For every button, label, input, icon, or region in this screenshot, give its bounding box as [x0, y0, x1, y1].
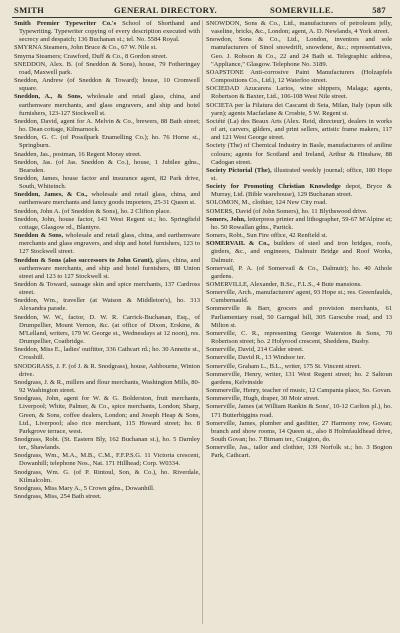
entry-text: SNOWDON, Sons & Co., Ltd., manufacturers of petroleum jelly, vaseline, bricks, &c., London; agent, A. D. Newlands, 4 York street. — [206, 20, 392, 36]
directory-entry — [206, 354, 392, 362]
entry-heading: Society for Promoting Christian Knowledge — [206, 183, 341, 191]
directory-entry — [14, 452, 200, 468]
entry-text: Sommerville & Barr, grocers and provision merchants, 61 Parliamentary road, 50 Garngad hill, 305 Garscube road, and 13 Milton st. — [206, 305, 392, 329]
entry-text: Sneddon, Wm., traveller (at Watson & Middleton's), ho. 313 Alexandra parade. — [14, 297, 200, 313]
entry-heading: Smith Premier Typewriter Co.'s — [14, 20, 117, 27]
entry-text: Somerville, C. R., representing George Waterston & Sons, 70 Robertson street; ho. 2 Holyrood crescent, Sheddens, Busby. — [206, 329, 392, 346]
directory-entry — [14, 469, 200, 485]
directory-entry — [206, 167, 392, 183]
directory-entry — [206, 142, 392, 166]
entry-text: Snodgrass, John, agent for W. & G. Bolderston, fruit merchants, Liverpool; White, Palmer, & Co., spice merchants, London; Sharp, Green, & Sons, coffee dealers, London; and Joseph Heap & Sons, Ltd., Liverpool; also rice merchant, 115 Howard street; ho. 8 Parkgrove terrace, west. — [14, 395, 200, 435]
directory-entry — [14, 208, 200, 216]
entry-text: Snodgrass, Wm., M.A., M.B., C.M., F.F.P.S.G. 11 Victoria crescent, Dowanhill; telephone Nos., Nat. 171 Hillhead; Corp. W0334. — [14, 452, 200, 468]
directory-entry — [206, 281, 392, 289]
directory-entry — [14, 53, 200, 61]
entry-text: Somerville, Arch., manufacturers' agent, 93 Hope st.; res. Greenfaulds, Cumbernauld. — [206, 289, 392, 305]
directory-entry — [206, 216, 392, 232]
entry-text: Sneddon, Jas. (of Jas. Sneddon & Co.), house, 1 Jubilee gdns., Bearsden. — [14, 158, 200, 174]
entry-text: builders of steel and iron bridges, roofs, girders, &c., and engineers, Dalmuir Bridge and Roof Works, Dalmuir. — [211, 240, 392, 264]
entry-text: SMYRNA Steamers, John Bruce & Co., 67 W. Nile st. — [14, 44, 157, 52]
directory-entry — [206, 69, 392, 85]
directory-entry — [14, 159, 200, 175]
entry-text: Sneddon, G. C. (of Possilpark Enamelling Co.); ho. 76 Horne st., Springburn. — [14, 134, 200, 150]
header-left: SMITH — [14, 5, 45, 15]
entry-text: wholesale and retail glass, china, and earthenware merchants and fancy goods importers, 25-31 Queen st. — [19, 191, 200, 207]
entry-text: Somerville, David, 214 Calder street. — [206, 346, 304, 354]
directory-entry — [14, 175, 200, 191]
directory-entry — [14, 77, 200, 93]
header-right: SOMERVILLE. — [270, 5, 334, 15]
entry-heading: Sneddon, A., & Sons, — [14, 93, 83, 101]
directory-entry — [14, 346, 200, 362]
directory-entry — [206, 36, 392, 69]
entry-heading: Sneddon & Sons, — [14, 232, 64, 240]
entry-text: Snodgrass, Miss Mary A., 5 Crown gdns., Dowanhill. — [14, 484, 155, 492]
directory-entry — [206, 118, 392, 142]
entry-text: Sneddon, David, agent for A. Melvin & Co., brewers, 88 Bath street; ho. Dean cottage, Kilmarnock. — [14, 117, 200, 134]
entry-text: wholesale and retail glass, china, and earthenware merchants, and glass engravers, and ship and hotel furnishers, 123-127 Stockwell st. — [19, 93, 201, 117]
right-column — [206, 20, 392, 460]
entry-text: Snowdon, Sons & Co., Ltd., London, inventors and sole manufacturers of Sinol snowdrift, snowdene, &c.; representatives, Geo. J. Robson & Co., 22 and 24 Bath st. Telegraphic address, "Appliance," Glasgow. Telephone No. 3189. — [206, 36, 392, 68]
directory-entry — [14, 216, 200, 232]
entry-text: SNODGRASS, J. F. (of J. & R. Snodgrass), house, Ashbourne, Winton drive. — [14, 362, 200, 378]
entry-text: glass, china, and earthenware merchants, and ship and hotel furnishers, 88 Union street and 123 to 127 Stockwell st. — [19, 256, 200, 280]
directory-entry — [14, 485, 200, 493]
entry-text: Sommerville, Hugh, draper, 30 Moir street. — [206, 395, 320, 403]
entry-text: wholesale and retail glass, china, and earthenware merchants and glass engravers, and ship and hotel furnishers, 123 to 127 Stockwell street. — [19, 232, 200, 256]
entry-text: Society (The) of Chemical Industry in Basle, manufacturers of aniline colours; agents for Scotland and Ireland, Arthur & Hinshaw, 88 Cadogan street. — [206, 142, 392, 166]
entry-text: letterpress printer and lithographer, 59-67 M'Alpine st; ho. 50 Rowallan gdns., Partick. — [211, 215, 392, 231]
column-divider — [202, 20, 203, 624]
directory-entry — [14, 436, 200, 452]
entry-text: Sneddon, John, house factor, 143 West Regent st.; ho. Springfield cottage, Glasgow rd., Blantyre. — [14, 215, 200, 231]
directory-entry — [206, 371, 392, 387]
header-center: GENERAL DIRECTORY. — [114, 5, 217, 15]
entry-text: Snodgrass, Wm. G. (of P. Rintoul, Son, & Co.), ho. Riverdale, Kilmalcolm. — [14, 468, 200, 484]
directory-entry — [14, 257, 200, 281]
directory-entry — [206, 305, 392, 329]
directory-entry — [14, 151, 200, 159]
directory-entry — [206, 232, 392, 240]
entry-text: Sneddon, Andrew (of Sneddon & Toward); house, 10 Cromwell square. — [14, 77, 200, 93]
entry-text: Sneddon & Toward, sausage skin and spice merchants, 137 Cardross street. — [14, 281, 200, 297]
entry-text: Somerville, James, plumber and gasfitter, 27 Harmony row, Govan; branch and show rooms, 14 Queen st., also 8 Holmfauldhead drive, South Govan; ho. 7 Birnam ter., Craigton, do. — [206, 419, 392, 443]
directory-entry — [206, 330, 392, 346]
directory-entry — [14, 232, 200, 256]
directory-entry — [14, 297, 200, 313]
directory-entry — [14, 61, 200, 77]
directory-entry — [206, 346, 392, 354]
directory-entry — [14, 20, 200, 44]
entry-text: Sneddon, W. W., factor, D. W. R. Carrick-Buchanan, Esq., of Drumpellier, Mount Vernon, &c. (at office of Dixon, Erskine, & M'Lelland, writers, 179 W. George st., Wednesdays at 12 noon), res. Drumpellier, Coatbridge. — [14, 313, 200, 346]
directory-entry — [206, 208, 392, 216]
directory-entry — [206, 395, 392, 403]
entry-text: depot, Bryce & Murray, Ltd. (Bible warehouse), 129 Buchanan street. — [211, 183, 392, 199]
directory-entry — [14, 363, 200, 379]
entry-heading: Somers, John, — [206, 215, 246, 223]
directory-entry — [206, 403, 392, 419]
entry-text: SOLOMON, M., clothier, 124 New City road. — [206, 199, 328, 207]
entry-text: Smyrna Steamers; Crawford, Duff & Co., 8 Gordon street. — [14, 52, 168, 60]
entry-text: Sneddon, Miss E., ladies' outfitter, 336 Cathcart rd.; ho. 30 Annette st., Crosshill. — [14, 346, 200, 362]
directory-entry — [14, 493, 200, 501]
page-number: 587 — [372, 5, 386, 15]
directory-entry — [14, 44, 200, 52]
entry-heading: Society Pictorial (The), — [206, 166, 272, 174]
entry-text: SNEDDON, Alex. B. (of Sneddon & Sons), house, 79 Fotheringay road, Maxwell park. — [14, 60, 200, 76]
directory-entry — [14, 93, 200, 117]
entry-text: Somerville, James (at William Rankin & Sons', 10-12 Carlton pl.), ho. 171 Butterbiggins road. — [206, 403, 392, 419]
directory-entry — [14, 379, 200, 395]
directory-entry — [206, 289, 392, 305]
directory-entry — [206, 183, 392, 199]
entry-text: Sommerville, Henry, writer, 131 West Regent street; ho. 2 Saltoun gardens, Kelvinside — [206, 370, 392, 386]
entry-text: SOAPSTONE Anti-corrosive Paint Manufacturers (Holzapfels Compositions Co., Ltd.), 12 Waterloo street. — [206, 68, 392, 85]
directory-entry — [206, 20, 392, 36]
entry-text: Somerville, David R., 13 Windsor ter. — [206, 354, 306, 362]
entry-text: SOCIETA per la Filatura dei Cascami di Seta, Milan, Italy (spun silk yarn); agents Macfarlane & Crosbie, 5 W. Regent st. — [206, 101, 392, 117]
directory-entry — [14, 118, 200, 134]
entry-text: Snodgrass, J. & R., millers and flour merchants, Washington Mills, 80-92 Washington street. — [14, 378, 200, 395]
directory-entry — [206, 420, 392, 444]
directory-entry — [206, 102, 392, 118]
directory-entry — [206, 444, 392, 460]
entry-text: Somervail, P. A. (of Somervail & Co., Dalmuir); ho. 40 Athole gardens. — [206, 264, 392, 280]
entry-text: School of Shorthand and Typewriting. Typewriter copying of every description executed with secrecy and despatch; 136 Buchanan st.; tel. No. 5584 Royal. — [19, 20, 200, 44]
entry-text: Snadden, Jas., postman, 16 Regent Moray street. — [14, 150, 142, 158]
entry-heading: SOMERVAIL & Co., — [206, 240, 270, 248]
entry-text: Somerville, Graham L., B.L., writer, 175 St. Vincent street. — [206, 362, 362, 370]
entry-text: SOCIEDAD Azucarera Larios, wine shippers, Malaga; agents, Robertson & Baxter, Ltd., 106-108 West Nile street. — [206, 85, 392, 101]
entry-text: Somerville, Jas., tailor and clothier, 139 Norfolk st.; ho. 3 Bogton Park, Cathcart. — [206, 444, 392, 460]
directory-entry — [14, 314, 200, 347]
entry-heading: Sneddon, James, & Co., — [14, 191, 88, 199]
directory-entry — [206, 363, 392, 371]
directory-entry — [14, 191, 200, 207]
entry-text: SOMERVILLE, Alexander, B.Sc., F.L.S., 4 Bute mansions. — [206, 281, 362, 288]
entry-text: Sommerville, Henry, teacher of music, 12 Campania place, So. Govan. — [206, 387, 392, 395]
header-rule — [12, 17, 392, 18]
directory-entry — [14, 281, 200, 297]
entry-text: Somers, Robt., Sun Fire office, 42 Renfield st. — [206, 232, 328, 240]
entry-text: Sneddon, John A. (of Sneddon & Sons), ho. 2 Clifton place. — [14, 207, 171, 215]
entry-text: Snodgrass, Miss, 254 Bath street. — [14, 493, 102, 501]
directory-entry — [206, 265, 392, 281]
directory-entry — [14, 395, 200, 436]
directory-entry — [206, 240, 392, 264]
directory-entry — [206, 387, 392, 395]
running-header — [14, 5, 390, 17]
left-column — [14, 20, 200, 501]
entry-heading: Sneddon & Sons (also successors to John Grant), — [14, 256, 154, 264]
directory-entry — [206, 199, 392, 207]
directory-entry — [14, 134, 200, 150]
entry-text: illustrated weekly journal; office, 180 Hope st. — [211, 166, 392, 182]
entry-text: Snodgrass, Robt. (St. Eastern Bly, 162 Buchanan st.), ho. 5 Darnley ter., Shawlands. — [14, 435, 200, 452]
entry-text: SOMERS, David (of John Somers), ho. 11 Blythswood drive. — [206, 207, 368, 215]
directory-entry — [206, 85, 392, 101]
entry-text: Sneddon, James, house factor and insurance agent, 82 Park drive, South, Whiteinch. — [14, 174, 200, 191]
entry-text: Société (La) des Beaux Arts (Alex. Reid, directeur), dealers in works of art, carvers, gilders, and print sellers, artistic frame makers, 117 and 121 West George street. — [206, 117, 392, 142]
